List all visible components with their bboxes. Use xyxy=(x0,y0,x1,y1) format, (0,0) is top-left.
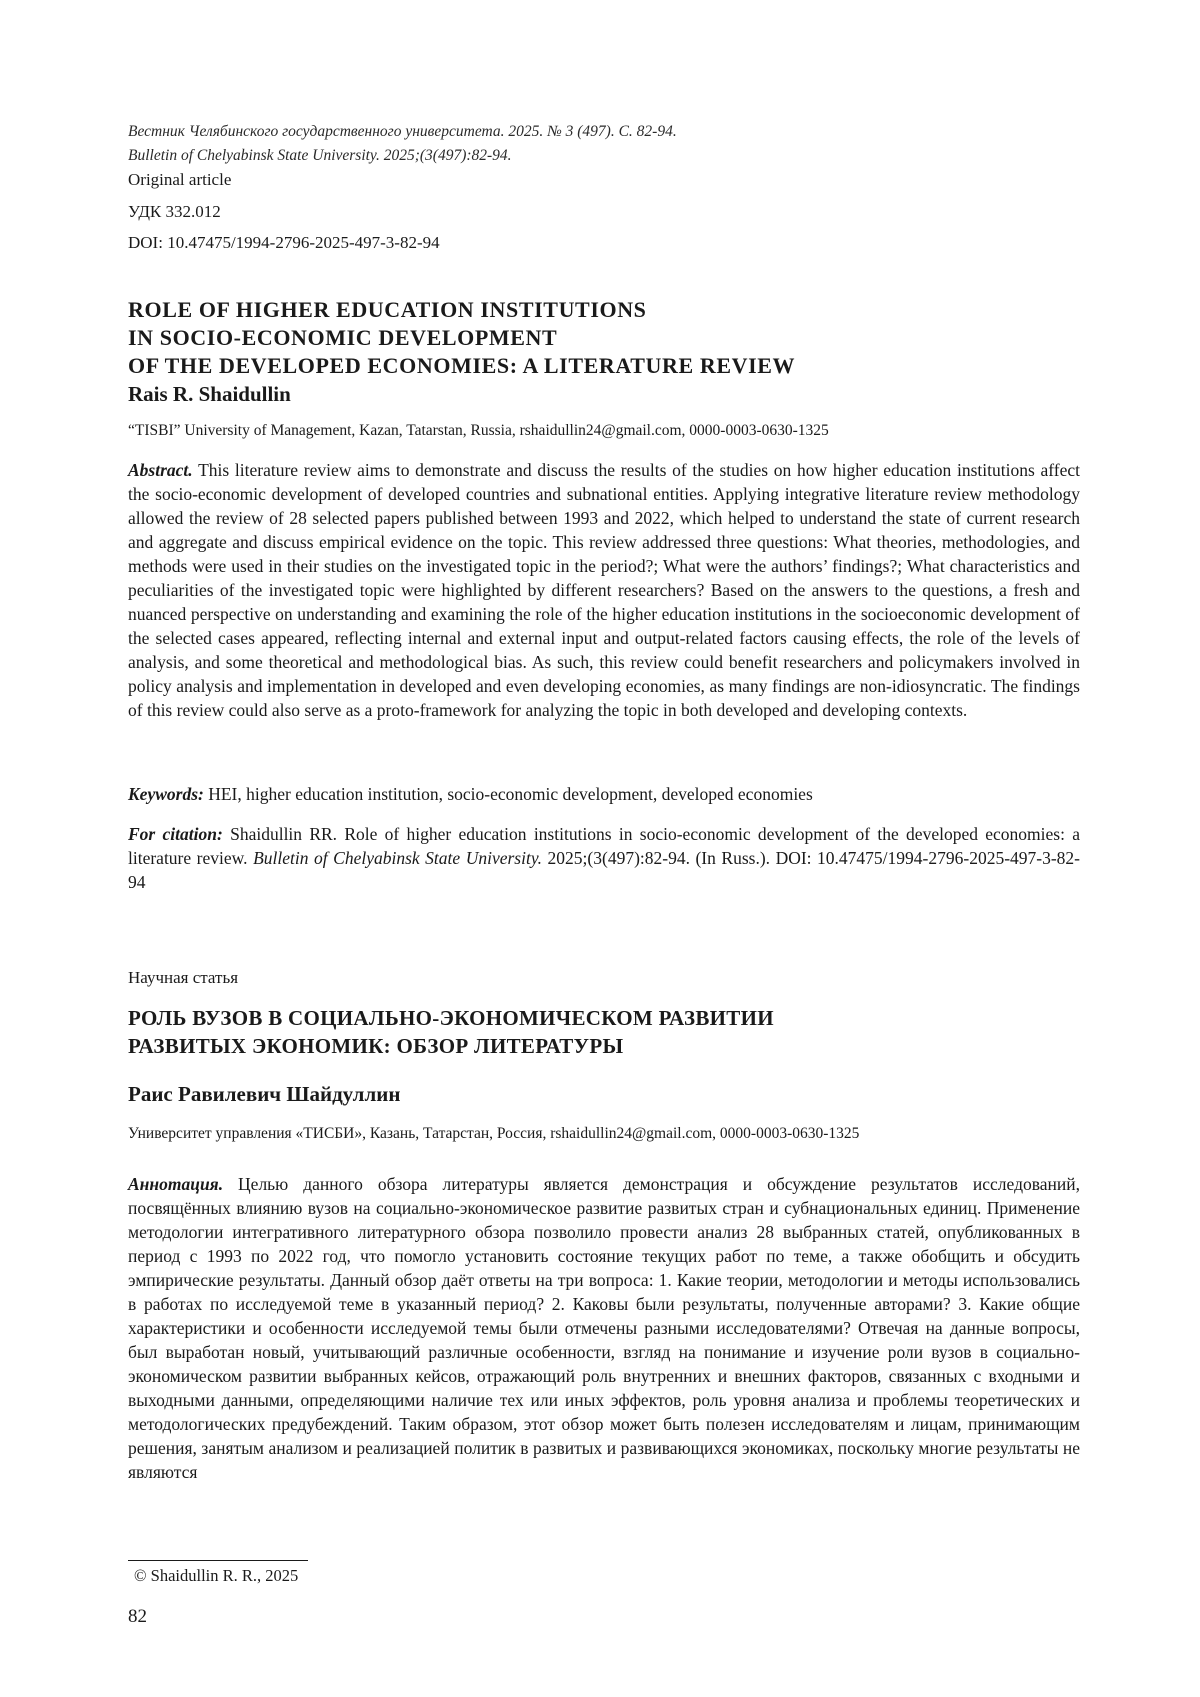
citation-en-text: Shaidullin RR. Role of higher education institutions in socio-economic development of the developed economies: a literature review. xyxy=(128,824,1080,868)
abstract-ru xyxy=(128,1172,1080,1484)
article-type-en: Original article xyxy=(128,170,232,189)
journal-reference-en: Bulletin of Chelyabinsk State University. 2025;(3(497):82-94. xyxy=(128,147,512,164)
citation-en-text-after: 2025;(3(497):82-94. (In Russ.). DOI: 10.47475/1994-2796-2025-497-3-82-94 xyxy=(128,848,1081,892)
abstract-en-label: Abstract. xyxy=(128,460,193,480)
udc-code: УДК 332.012 xyxy=(128,202,221,221)
keywords-en xyxy=(128,782,1080,806)
journal-reference xyxy=(128,120,1080,168)
copyright-footnote: © Shaidullin R. R., 2025 xyxy=(134,1566,299,1585)
abstract-en-text: This literature review aims to demonstrate and discuss the results of the studies on how higher education institutions affect the socio-economic development of developed countries and subnational entities. Applying integrative literature review methodology allowed the review of 28 selected papers published between 1993 and 2022, which helped to understand the state of current research and aggregate and discuss empirical evidence on the topic. This review addressed three questions: What theories, methodologies, and methods were used in their studies on the investigated topic in the period?; What were the authors’ findings?; What characteristics and peculiarities of the investigated topic were highlighted by different researchers? Based on the answers to the questions, a fresh and nuanced perspective on understanding and examining the role of the higher education institutions in the socioeconomic development of the selected cases appeared, reflecting internal and external input and output-related factors causing effects, the role of the levels of analysis, and some theoretical and methodological bias. As such, this review could benefit researchers and policymakers involved in policy analysis and implementation in developed and even developing economies, as many findings are non-idiosyncratic. The findings of this review could also serve as a proto-framework for analyzing the topic in both developed and developing contexts. xyxy=(128,460,1081,720)
citation-en xyxy=(128,822,1080,894)
article-title-en xyxy=(128,296,1080,380)
abstract-en xyxy=(128,458,1080,722)
page-number: 82 xyxy=(128,1606,147,1627)
journal-reference-ru: Вестник Челябинского государственного университета. 2025. № 3 (497). С. 82-94. xyxy=(128,123,677,140)
footnote-divider xyxy=(128,1560,308,1561)
article-type-ru: Научная статья xyxy=(128,968,239,987)
title-en-line: ROLE OF HIGHER EDUCATION INSTITUTIONS xyxy=(128,297,647,322)
author-name-ru: Раис Равилевич Шайдуллин xyxy=(128,1082,401,1106)
keywords-en-text: HEI, higher education institution, socio-economic development, developed economies xyxy=(208,784,813,804)
title-en-line: OF THE DEVELOPED ECONOMIES: A LITERATURE REVIEW xyxy=(128,353,796,378)
keywords-en-label: Keywords: xyxy=(128,784,204,804)
title-en-line: IN SOCIO-ECONOMIC DEVELOPMENT xyxy=(128,325,558,350)
article-title-ru xyxy=(128,1004,1080,1060)
doi: DOI: 10.47475/1994-2796-2025-497-3-82-94 xyxy=(128,233,440,252)
title-ru-line: РОЛЬ ВУЗОВ В СОЦИАЛЬНО-ЭКОНОМИЧЕСКОМ РАЗВИТИИ xyxy=(128,1006,774,1030)
abstract-ru-text: Целью данного обзора литературы является демонстрация и обсуждение результатов исследований, посвящённых влиянию вузов на социально-экономическое развитие развитых стран и субнациональных единиц. Применение методологии интегративного литературного обзора позволило провести анализ 28 выбранных статей, опубликованных в период с 1993 по 2022 год, что помогло установить состояние текущих работ по теме, а также обобщить и обсудить эмпирические результаты. Данный обзор даёт ответы на три вопроса: 1. Какие теории, методологии и методы использовались в работах по исследуемой теме в указанный период? 2. Каковы были результаты, полученные авторами? 3. Какие общие характеристики и особенности исследуемой темы были отмечены разными исследователями? Отвечая на данные вопросы, был выработан новый, учитывающий различные особенности, взгляд на понимание и изучение роли вузов в социально-экономическом развитии выбранных кейсов, отражающий роль внутренних и внешних факторов, связанных с входными и выходными данными, определяющими наличие тех или иных эффектов, роль уровня анализа и проблемы теоретических и методологических предубеждений. Таким образом, этот обзор может быть полезен исследователям и лицам, принимающим решения, занятым анализом и реализацией политик в развитых и развивающихся экономиках, поскольку многие результаты не являются xyxy=(128,1174,1080,1482)
title-ru-line: РАЗВИТЫХ ЭКОНОМИК: ОБЗОР ЛИТЕРАТУРЫ xyxy=(128,1034,624,1058)
abstract-ru-label: Аннотация. xyxy=(128,1174,224,1194)
author-affiliation-ru: Университет управления «ТИСБИ», Казань, Татарстан, Россия, rshaidullin24@gmail.com, 0000-0003-0630-1325 xyxy=(128,1125,860,1142)
citation-en-label: For citation: xyxy=(128,824,223,844)
author-name-en: Rais R. Shaidullin xyxy=(128,382,291,406)
citation-en-journal: Bulletin of Chelyabinsk State University. xyxy=(253,848,543,868)
author-affiliation-en: “TISBI” University of Management, Kazan, Tatarstan, Russia, rshaidullin24@gmail.com, 0000-0003-0630-1325 xyxy=(128,422,829,439)
